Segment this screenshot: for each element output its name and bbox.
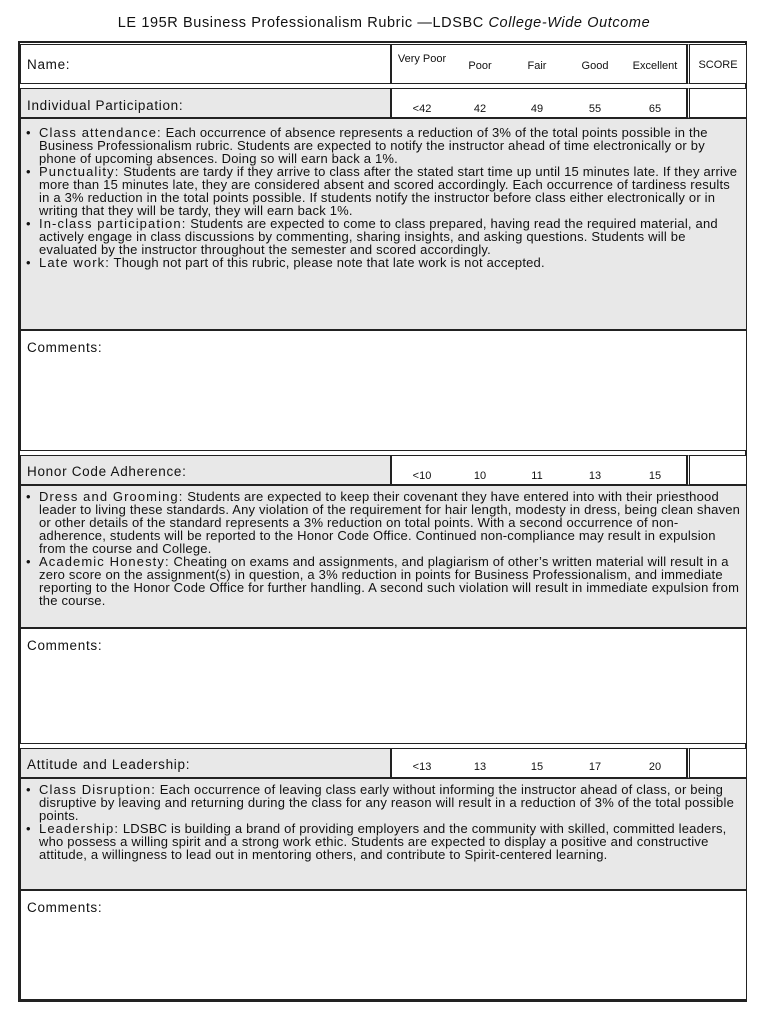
criteria-list	[25, 490, 741, 607]
points-very-poor: <13	[412, 761, 432, 773]
list-item: • Punctuality: Students are tardy if they arrive to class after the stated start time up until 15 minutes late. If they arrive more than 15 minutes late, they are considered absent and scored accordingly. Each occurrence of tardiness results in a 3% reduction in the total points possible. If students notify the instructor before class either electronically or in writing that they will be tardy, they will earn back 1%.	[25, 165, 741, 217]
points-excellent: 20	[648, 761, 662, 773]
comments-field[interactable]	[20, 890, 747, 1000]
comments-label: Comments:	[27, 638, 103, 653]
scale-header	[391, 44, 687, 84]
comments-label: Comments:	[27, 900, 103, 915]
criteria-box	[20, 778, 747, 890]
section-title: Individual Participation:	[27, 98, 184, 113]
scale-excellent: Excellent	[632, 60, 678, 72]
scale-good: Good	[581, 60, 609, 72]
list-item: • Late work: Though not part of this rubric, please note that late work is not accepted.	[25, 256, 741, 269]
list-item: • Class Disruption: Each occurrence of leaving class early without informing the instructor ahead of class, or being disruptive by leaving and returning during the class for any reason will result in a reduction of 3% of the total possible points.	[25, 783, 741, 822]
list-item: • In-class participation: Students are expected to come to class prepared, having read the required material, and actively engage in class discussions by commenting, sharing insights, and asking questions. Students will be evaluated by the instructor throughout the semester and scored accordingly.	[25, 217, 741, 256]
points-very-poor: <10	[412, 470, 432, 482]
name-cell[interactable]	[20, 44, 391, 84]
points-cell	[391, 88, 687, 118]
score-input[interactable]	[687, 748, 747, 778]
scale-very-poor: Very Poor	[397, 53, 447, 65]
section-title: Attitude and Leadership:	[27, 757, 191, 772]
criteria-list	[25, 126, 741, 269]
score-header	[687, 44, 747, 84]
points-cell	[391, 748, 687, 778]
title-italic: College-Wide Outcome	[488, 15, 651, 31]
criteria-box	[20, 118, 747, 330]
score-input[interactable]	[687, 455, 747, 485]
comments-label: Comments:	[27, 340, 103, 355]
points-excellent: 15	[648, 470, 662, 482]
points-fair: 15	[530, 761, 544, 773]
points-fair: 11	[531, 470, 543, 482]
list-item: • Dress and Grooming: Students are expected to keep their covenant they have entered into with their priesthood leader to living these standards. Any violation of the requirement for hair length, modesty in dress, being clean shaven or other details of the standard represents a 3% reduction on total points. With a second occurrence of non-adherence, students will be reported to the Honor Code Office. Continued non-compliance may result in expulsion from the course and College.	[25, 490, 741, 555]
section-title-cell	[20, 88, 391, 118]
points-good: 55	[588, 103, 602, 115]
list-item: • Academic Honesty: Cheating on exams and assignments, and plagiarism of other’s written material will result in a zero score on the assignment(s) in question, a 3% reduction in points for Business Professionalism, and immediate reporting to the Honor Code Office for further handling. A second such violation will result in immediate expulsion from the course.	[25, 555, 741, 607]
points-good: 13	[588, 470, 602, 482]
criteria-list	[25, 783, 741, 861]
name-label: Name:	[27, 57, 71, 72]
scale-poor: Poor	[468, 60, 492, 72]
list-item: • Class attendance: Each occurrence of absence represents a reduction of 3% of the total points possible in the Business Professionalism rubric. Students are expected to notify the instructor ahead of time electronically or by phone of upcoming absences. Doing so will earn back a 1%.	[25, 126, 741, 165]
title-main: LE 195R Business Professionalism Rubric —LDSBC	[117, 15, 484, 31]
points-poor: 10	[473, 470, 487, 482]
list-item: • Leadership: LDSBC is building a brand of providing employers and the community with skilled, committed leaders, who possess a willing spirit and a strong work ethic. Students are expected to display a positive and constructive attitude, a willingness to lead out in mentoring others, and contribute to Spirit-centered learning.	[25, 822, 741, 861]
section-title: Honor Code Adherence:	[27, 464, 187, 479]
page-title	[0, 15, 768, 31]
section-title-cell	[20, 455, 391, 485]
points-poor: 13	[473, 761, 487, 773]
comments-field[interactable]	[20, 628, 747, 744]
section-title-cell	[20, 748, 391, 778]
points-fair: 49	[530, 103, 544, 115]
points-very-poor: <42	[412, 103, 432, 115]
criteria-box	[20, 485, 747, 628]
comments-field[interactable]	[20, 330, 747, 451]
points-excellent: 65	[648, 103, 662, 115]
score-input[interactable]	[687, 88, 747, 118]
points-poor: 42	[473, 103, 487, 115]
score-label: SCORE	[698, 59, 738, 71]
scale-fair: Fair	[527, 60, 547, 72]
points-good: 17	[588, 761, 602, 773]
points-cell	[391, 455, 687, 485]
